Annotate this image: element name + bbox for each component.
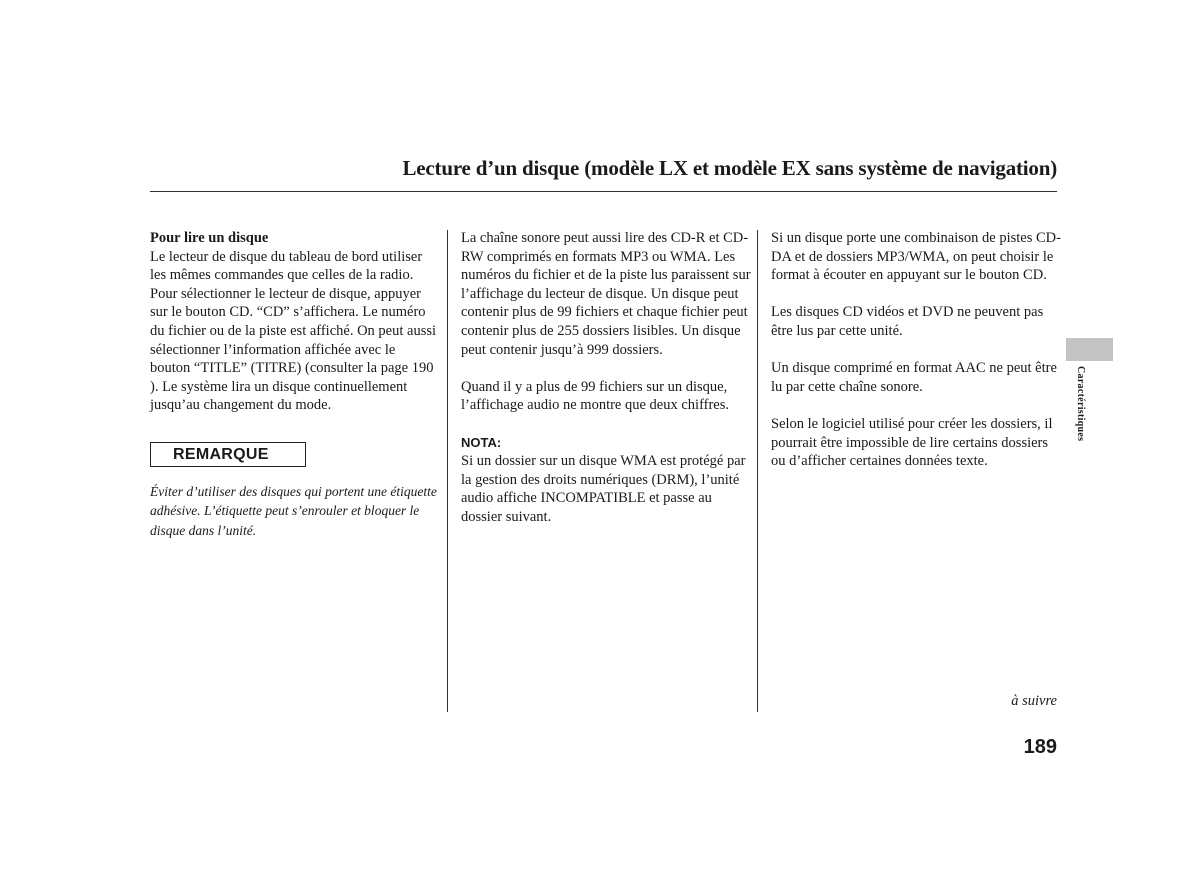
body-paragraph: Selon le logiciel utilisé pour créer les dossiers, il pourrait être impossible de lire certains dossiers ou d’afficher certaines données texte.	[771, 415, 1053, 470]
nota-text: Si un dossier sur un disque WMA est protégé par la gestion des droits numériques (DRM), l’unité audio affiche INCOMPATIBLE et passe au dossier suivant.	[461, 453, 746, 525]
section-subheading: Pour lire un disque	[150, 230, 269, 246]
title-divider	[150, 191, 1057, 192]
body-paragraph: Le lecteur de disque du tableau de bord utiliser les mêmes commandes que celles de la radio. Pour sélectionner le lecteur de disque, appuyer sur le bouton CD. “CD” s’affichera. Le numéro du fichier ou de la piste est affiché. On peut aussi sélectionner l’information affichée avec le bouton “TITLE” (TITRE) (consulter la page 190 ). Le système lira un disque continuellement jusqu’au changement du mode.	[150, 248, 437, 414]
page-title: Lecture d’un disque (modèle LX et modèle EX sans système de navigation)	[402, 156, 1057, 180]
remarque-label: REMARQUE	[150, 442, 306, 467]
page-number: 189	[1023, 736, 1057, 758]
body-paragraph: Un disque comprimé en format AAC ne peut être lu par cette chaîne sonore.	[771, 360, 1057, 395]
section-tab-marker	[1066, 338, 1113, 361]
nota-label: NOTA:	[461, 434, 502, 450]
body-paragraph: La chaîne sonore peut aussi lire des CD-R et CD-RW comprimés en formats MP3 ou WMA. Les numéros du fichier et de la piste lus paraissent sur l’affichage du lecteur de disque. Un disque peut contenir plus de 99 fichiers et chaque fichier peut contenir plus de 255 dossiers lisibles. Un disque peut contenir jusqu’à 999 dossiers.	[461, 230, 751, 358]
section-side-label: Caractéristiques	[1075, 366, 1086, 442]
column-2	[461, 229, 751, 545]
column-1	[150, 229, 438, 540]
body-paragraph: Les disques CD vidéos et DVD ne peuvent pas être lus par cette unité.	[771, 304, 1044, 339]
remarque-text: Éviter d’utiliser des disques qui portent une étiquette adhésive. L’étiquette peut s’enrouler et bloquer le disque dans l’unité.	[150, 483, 437, 538]
continued-label: à suivre	[1011, 693, 1057, 709]
body-paragraph: Si un disque porte une combinaison de pistes CD-DA et de dossiers MP3/WMA, on peut choisir le format à écouter en appuyant sur le bouton CD.	[771, 230, 1061, 284]
column-divider	[757, 230, 758, 712]
column-divider	[447, 230, 448, 712]
body-paragraph: Quand il y a plus de 99 fichiers sur un disque, l’affichage audio ne montre que deux chiffres.	[461, 378, 730, 414]
column-3	[771, 229, 1061, 489]
